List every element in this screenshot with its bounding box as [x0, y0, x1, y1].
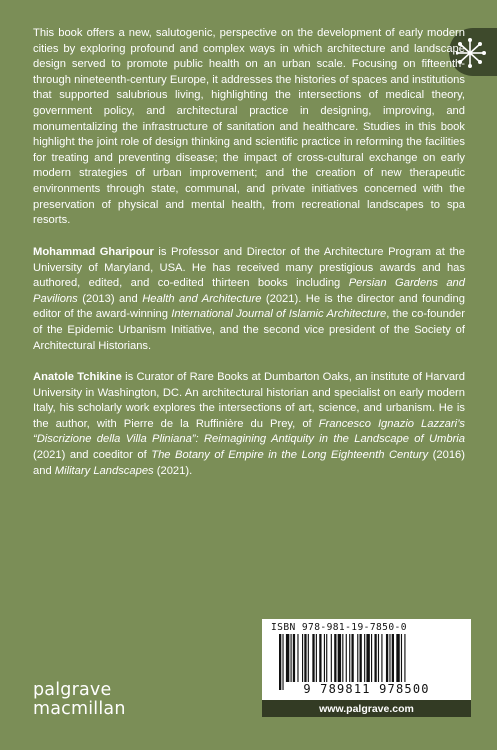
barcode-bar — [286, 634, 289, 682]
barcode-bar — [351, 634, 353, 682]
bio-text: (2021) and coeditor of — [33, 448, 152, 461]
book-title: The Botany of Empire in the Long Eighteenth Century — [151, 448, 429, 461]
barcode-bar — [357, 634, 358, 682]
barcode-bar — [371, 634, 372, 682]
barcode-bar — [291, 634, 292, 682]
author-name: Anatole Tchikine — [33, 371, 122, 383]
journal-title: International Journal of Islamic Architecture — [171, 308, 387, 321]
bio-text: (2021). — [153, 464, 193, 477]
bio-text: (2013) and — [77, 292, 143, 305]
barcode-bar — [360, 634, 362, 682]
barcode-bar — [366, 634, 369, 682]
barcode-bar — [338, 634, 341, 682]
barcode-bar — [364, 634, 365, 682]
isbn-label: ISBN 978-981-19-7850-0 — [271, 622, 407, 633]
author-bio-gharipour — [33, 245, 465, 354]
barcode-bar — [389, 634, 390, 682]
barcode-bar — [374, 634, 376, 682]
barcode-bar — [302, 634, 303, 682]
book-title: Persian Gardens and Pavilions — [33, 277, 465, 305]
barcode-bar — [401, 634, 402, 682]
publisher-logo — [33, 681, 126, 719]
barcode-bar — [386, 634, 388, 682]
author-name: Mohammad Gharipour — [33, 246, 154, 258]
bio-text: (2021). He is the director and founding editor of the award-winning — [33, 292, 465, 321]
barcode-bar — [304, 634, 306, 682]
barcode-bar — [297, 634, 298, 682]
publisher-website: www.palgrave.com — [262, 700, 471, 717]
barcode-bar — [378, 634, 379, 682]
book-title: Military Landscapes — [54, 464, 154, 477]
bio-text: , the co-founder of the Epidemic Urbanism Initiative, and the second vice president of the Society of Architectural Historians. — [33, 308, 465, 352]
barcode-bar — [349, 634, 350, 682]
bio-text: is Professor and Director of the Architecture Program at the University of Maryland, USA. He has received many prestigious awards and has authored, edited, and co-edited thirteen books including — [33, 246, 465, 290]
publisher-name-line2: macmillan — [33, 699, 126, 719]
publisher-name-line1: palgrave — [33, 680, 112, 700]
barcode-bar — [308, 634, 309, 682]
barcode-bar — [293, 634, 295, 682]
book-title: Francesco Ignazio Lazzari’s “Discrizione della Villa Pliniana”: Reimagining Antiquity in the Landscape of Umbria — [33, 417, 465, 446]
barcode-bar — [316, 634, 317, 682]
book-description: This book offers a new, salutogenic, perspective on the development of early modern cities by exploring profound and complex ways in which architecture and landscape design served to promote public health on an urban scale. Focusing on fifteenth- through nineteenth-century Europe, it addresses the histories of spaces and institutions that supported salubrious living, highlighting the intersections of medical theory, government policy, and architectural practice in designing, improving, and monumentalizing the infrastructure of sanitation and healthcare. Studies in this book highlight the joint role of design thinking and scientific practice in reforming the facilities for treating and preventing disease; the impact of cross-cultural exchange on early modern strategies of urban improvement; and the creation of new therapeutic environments through state, communal, and private initiatives concerned with the preservation of physical and mental health, from recreational landscapes to spa resorts. — [33, 27, 465, 227]
barcode-bar — [342, 634, 343, 682]
bio-text: (2016) and — [33, 448, 465, 477]
barcode-bar — [324, 634, 325, 682]
barcode-bar — [326, 634, 327, 682]
bio-text: is Curator of Rare Books at Dumbarton Oaks, an institute of Harvard University in Washington, DC. An architectural historian and specialist on early modern Italy, his scholarly work explores the intersections of art, science, and urbanism. He is the author, with Pierre de la Ruffinière du Prey, of — [33, 371, 465, 430]
barcode-digits: 9 789811 978500 — [303, 682, 430, 696]
barcode-bar — [319, 634, 321, 682]
barcode-bar — [334, 634, 336, 682]
barcode-bar — [392, 634, 394, 682]
barcode-bar — [331, 634, 332, 682]
barcode-bar — [396, 634, 399, 682]
barcode-bar — [381, 634, 382, 682]
book-title: Health and Architecture — [142, 292, 262, 305]
author-bio-tchikine — [33, 370, 465, 479]
barcode-bar — [312, 634, 314, 682]
